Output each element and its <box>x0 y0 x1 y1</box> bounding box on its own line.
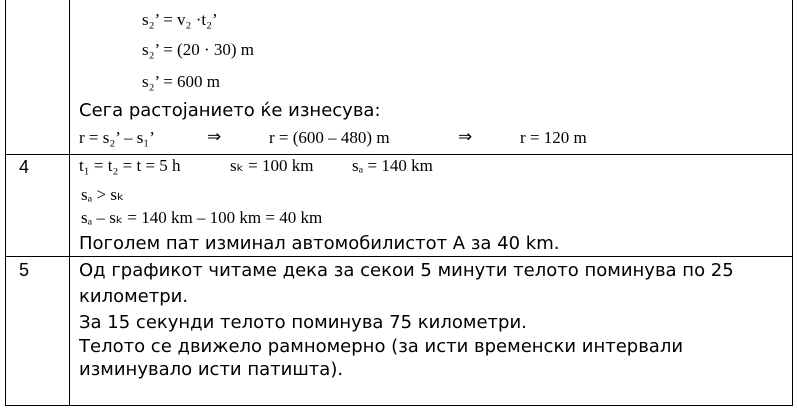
table-left-border <box>5 0 6 406</box>
conclusion-text: Поголем пат изминал автомобилистот А за 40 km. <box>79 233 560 254</box>
formula-line: s₂’ = (20 · 30) m <box>142 40 254 59</box>
result-formula-1: r = s₂’ – s₁’ <box>79 128 155 147</box>
given-distance-a: sₐ = 140 km <box>352 156 433 175</box>
explanation-text: Сега растојанието ќе изнесува: <box>79 100 381 121</box>
answer-line: Телото се движело рамномерно (за исти временски интервали <box>79 336 684 357</box>
answer-line: изминувало исти патишта). <box>79 359 344 380</box>
result-formula-3: r = 120 m <box>520 128 587 147</box>
result-formula-2: r = (600 – 480) m <box>269 128 390 147</box>
row-number: 4 <box>19 157 30 177</box>
answer-line: За 15 секунди телото поминува 75 километри. <box>79 312 527 333</box>
row-number: 5 <box>19 260 30 280</box>
row-divider <box>5 256 793 257</box>
comparison-formula: sₐ > sₖ <box>81 185 125 204</box>
table-right-border <box>792 0 793 406</box>
column-divider <box>69 0 70 406</box>
formula-line: s₂’ = 600 m <box>142 72 221 91</box>
given-distance-k: sₖ = 100 km <box>230 156 314 175</box>
row-divider <box>5 154 793 155</box>
implies-arrow: ⇒ <box>458 127 473 147</box>
formula-line: s₂’ = v₂ ·t₂’ <box>142 10 218 29</box>
implies-arrow: ⇒ <box>207 127 222 147</box>
answer-line: Од графикот читаме дека за секои 5 минути телото поминува по 25 <box>79 260 734 281</box>
answer-line: километри. <box>79 286 189 307</box>
difference-formula: sₐ – sₖ = 140 km – 100 km = 40 km <box>81 208 323 227</box>
solutions-table <box>5 0 793 406</box>
table-bottom-border <box>5 405 793 406</box>
given-time: t₁ = t₂ = t = 5 h <box>79 156 181 175</box>
